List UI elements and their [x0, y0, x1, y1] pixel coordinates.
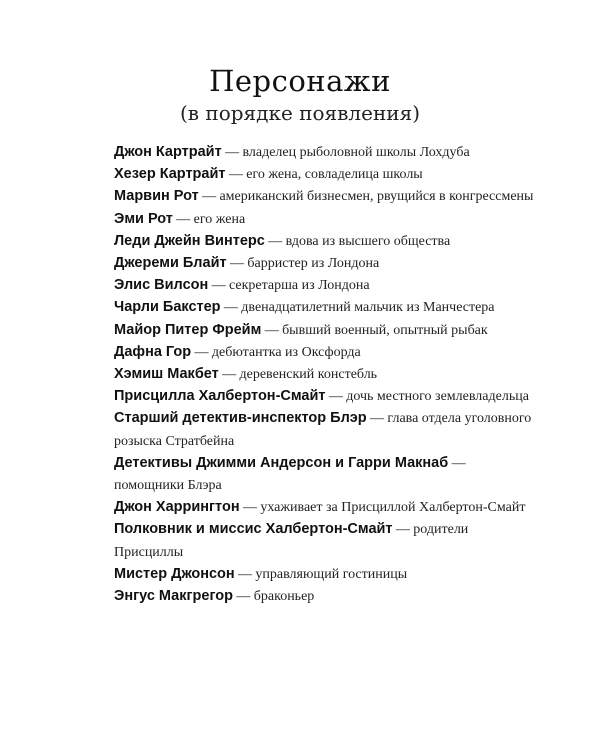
character-entry	[114, 274, 534, 296]
character-description: дебютантка из Оксфорда	[211, 344, 361, 360]
character-description: владелец рыболовной школы Лохдуба	[242, 145, 470, 160]
character-name: Полковник и миссис Халбертон-Смайт	[114, 521, 393, 538]
character-entry	[114, 341, 534, 363]
character-description: двенадцатилетний мальчик из Манчестера	[241, 300, 495, 316]
separator-dash: —	[370, 411, 385, 427]
separator-dash: —	[395, 522, 410, 538]
character-entry	[114, 319, 534, 341]
character-entry	[114, 296, 534, 318]
character-description: вдова из высшего общества	[285, 233, 451, 249]
character-name: Энгус Макгрегор	[114, 588, 234, 605]
character-name: Джереми Блайт	[114, 255, 227, 272]
character-name: Мистер Джонсон	[114, 565, 235, 582]
page-subtitle: (в порядке появления)	[179, 101, 421, 125]
character-description: его жена, совладелица школы	[246, 167, 423, 183]
character-description: глава отдела уголовного розыска Стратбейна	[114, 411, 532, 449]
character-list	[114, 141, 534, 607]
character-name: Чарли Бакстер	[114, 299, 221, 316]
separator-dash: —	[228, 167, 243, 183]
separator-dash: —	[264, 322, 279, 338]
character-name: Элис Вилсон	[114, 277, 209, 294]
character-name: Детективы Джимми Андерсон и Гарри Макнаб	[114, 454, 449, 471]
separator-dash: —	[236, 589, 251, 605]
character-description: помощники Блэра	[114, 478, 222, 494]
character-name: Присцилла Халбертон-Смайт	[114, 388, 326, 405]
separator-dash: —	[202, 189, 217, 205]
separator-dash: —	[194, 344, 209, 360]
character-description: браконьер	[253, 589, 315, 605]
character-name: Джон Харрингтон	[114, 499, 240, 516]
character-description: деревенский констебль	[239, 367, 378, 383]
character-entry	[114, 363, 534, 385]
character-entry	[114, 230, 534, 252]
character-entry	[114, 141, 534, 163]
character-description: секретарша из Лондона	[229, 278, 370, 294]
separator-dash: —	[328, 389, 343, 405]
separator-dash: —	[176, 211, 191, 227]
separator-dash: —	[451, 455, 466, 471]
character-entry	[114, 208, 534, 230]
character-description: управляющий гостиницы	[255, 566, 408, 582]
character-entry	[114, 385, 534, 407]
character-entry	[114, 185, 534, 207]
character-entry	[114, 563, 534, 585]
character-entry	[114, 252, 534, 274]
character-name: Хезер Картрайт	[114, 166, 226, 183]
character-description: ухаживает за Присциллой Халбертон-Смайт	[260, 500, 526, 516]
character-name: Хэмиш Макбет	[114, 366, 219, 383]
separator-dash: —	[238, 566, 253, 582]
character-name: Эми Рот	[114, 210, 173, 227]
separator-dash: —	[268, 233, 283, 249]
character-name: Марвин Рот	[114, 188, 199, 205]
character-name: Майор Питер Фрейм	[114, 321, 262, 338]
character-name: Джон Картрайт	[114, 144, 222, 160]
character-name: Дафна Гор	[114, 343, 192, 360]
character-entry	[114, 163, 534, 185]
separator-dash: —	[242, 500, 257, 516]
page-title: Персонажи	[209, 64, 391, 98]
character-name: Старший детектив-инспектор Блэр	[114, 410, 367, 427]
character-entry	[114, 585, 534, 607]
character-entry	[114, 496, 534, 518]
character-entry	[114, 407, 534, 451]
character-entry	[114, 518, 534, 562]
separator-dash: —	[229, 256, 244, 272]
character-description: бывший военный, опытный рыбак	[282, 322, 488, 338]
separator-dash: —	[211, 278, 226, 294]
character-description: его жена	[193, 211, 246, 227]
character-description: барристер из Лондона	[247, 256, 380, 272]
separator-dash: —	[222, 367, 237, 383]
character-description: дочь местного землевладельца	[346, 389, 529, 405]
character-description: родители Присциллы	[114, 522, 469, 560]
separator-dash: —	[223, 300, 238, 316]
character-entry	[114, 452, 534, 496]
separator-dash: —	[225, 145, 240, 160]
character-description: американский бизнесмен, рвущийся в конгрессмены	[219, 189, 534, 205]
character-name: Леди Джейн Винтерс	[114, 232, 265, 249]
